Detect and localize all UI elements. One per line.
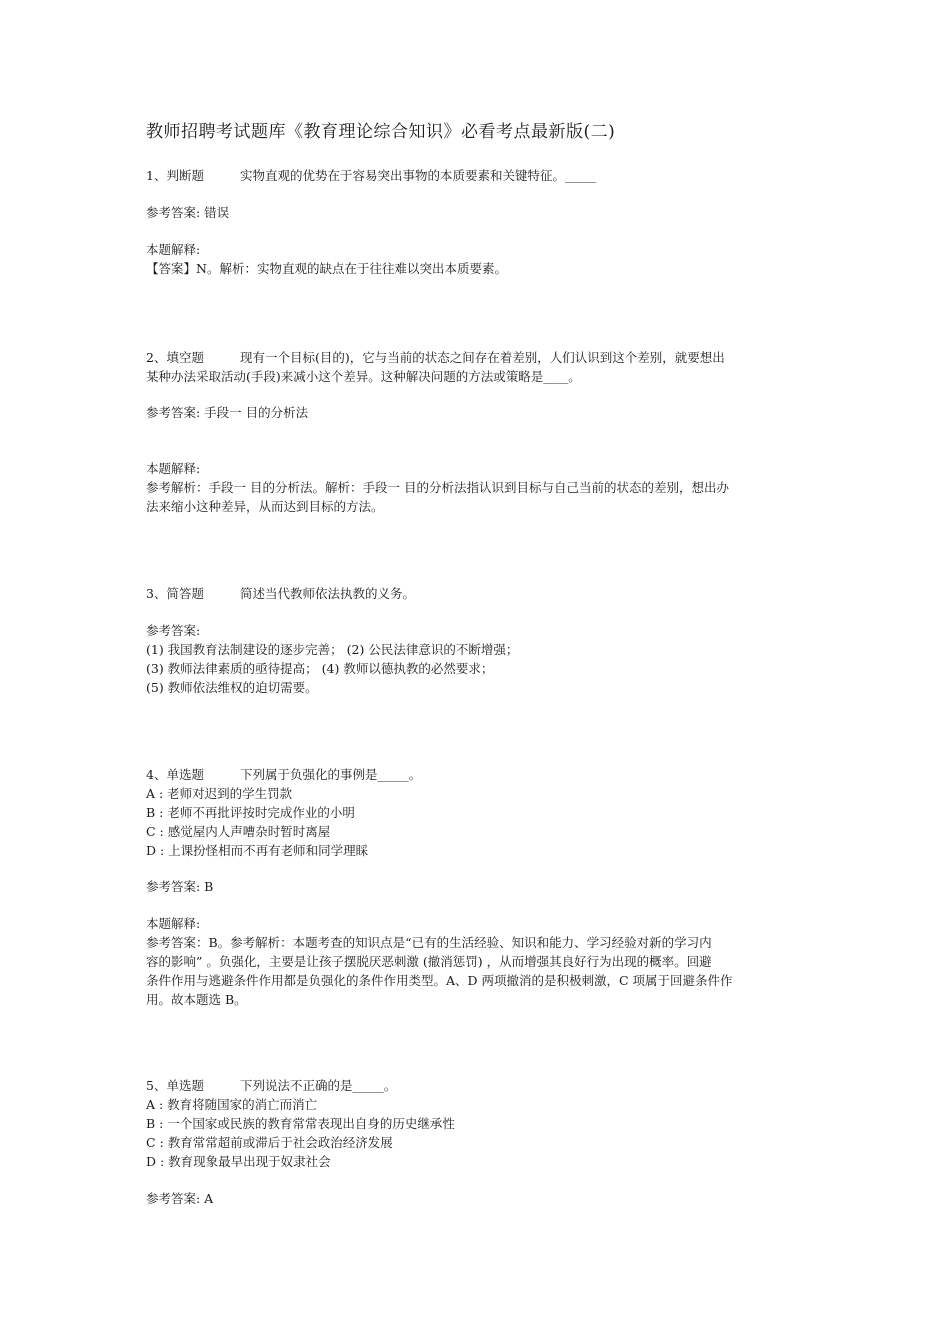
question-5-type: 5、单选题 [146, 1078, 204, 1093]
question-2-answer: 参考答案: 手段一 目的分析法 [146, 405, 309, 420]
question-5-option-b: B : 一个国家或民族的教育常常表现出自身的历史继承性 [146, 1116, 455, 1131]
question-5-option-c: C : 教育常常超前或滞后于社会政治经济发展 [146, 1135, 393, 1150]
question-1-type: 1、判断题 [146, 168, 204, 183]
question-2 [146, 350, 725, 366]
question-3-stem: 简述当代教师依法执教的义务。 [240, 586, 416, 601]
question-4-explanation-line-3: 条件作用与逃避条件作用都是负强化的条件作用类型。A、D 两项撤消的是积极刺激，C 项属于回避条件作 [146, 973, 733, 988]
question-3-answer-line-2: (3) 教师法律素质的亟待提高； (4) 教师以德执教的必然要求； [146, 661, 494, 676]
question-4-answer: 参考答案: B [146, 879, 214, 894]
question-4-explain-label: 本题解释: [146, 916, 201, 931]
question-4-type: 4、单选题 [146, 767, 204, 782]
question-4-option-c: C : 感觉屋内人声嘈杂时暂时离屋 [146, 824, 331, 839]
question-1-explanation: 【答案】N。解析：实物直观的缺点在于往往难以突出本质要素。 [146, 261, 507, 276]
question-5-option-d: D : 教育现象最早出现于奴隶社会 [146, 1154, 331, 1169]
question-5-stem: 下列说法不正确的是_____。 [240, 1078, 397, 1093]
question-4-option-b: B : 老师不再批评按时完成作业的小明 [146, 805, 355, 820]
question-1 [146, 168, 596, 184]
question-3 [146, 586, 415, 602]
question-4 [146, 767, 421, 783]
question-5-answer: 参考答案: A [146, 1191, 214, 1206]
question-4-explanation-line-1: 参考答案：B。参考解析：本题考查的知识点是“已有的生活经验、知识和能力、学习经验对新的学习内 [146, 935, 712, 950]
question-1-explain-label: 本题解释: [146, 242, 201, 257]
question-4-option-a: A : 老师对迟到的学生罚款 [146, 786, 293, 801]
question-2-explanation-line-2: 法来缩小这种差异，从而达到目标的方法。 [146, 499, 384, 514]
question-2-explain-label: 本题解释: [146, 461, 201, 476]
question-2-stem-line-2: 某种办法采取活动(手段)来减小这个差异。这种解决问题的方法或策略是____。 [146, 369, 581, 384]
question-1-stem: 实物直观的优势在于容易突出事物的本质要素和关键特征。_____ [240, 168, 597, 183]
question-4-stem: 下列属于负强化的事例是_____。 [240, 767, 422, 782]
question-3-type: 3、简答题 [146, 586, 204, 601]
question-3-answer-line-3: (5) 教师依法维权的迫切需要。 [146, 680, 318, 695]
document-title: 教师招聘考试题库《教育理论综合知识》必看考点最新版(二) [146, 122, 616, 142]
question-3-answer-line-1: (1) 我国教育法制建设的逐步完善； (2) 公民法律意识的不断增强； [146, 642, 519, 657]
question-5-option-a: A : 教育将随国家的消亡而消亡 [146, 1097, 318, 1112]
question-2-explanation-line-1: 参考解析：手段一 目的分析法。解析：手段一 目的分析法指认识到目标与自己当前的状态的差别，想出办 [146, 480, 729, 495]
question-4-explanation-line-2: 容的影响” 。负强化，主要是让孩子摆脱厌恶刺激 (撤消惩罚) ，从而增强其良好行为出现的概率。回避 [146, 954, 712, 969]
question-1-answer: 参考答案: 错误 [146, 205, 230, 220]
question-4-option-d: D : 上课扮怪相而不再有老师和同学理睬 [146, 843, 369, 858]
question-2-type: 2、填空题 [146, 350, 204, 365]
question-4-explanation-line-4: 用。故本题选 B。 [146, 992, 247, 1007]
question-5 [146, 1078, 396, 1094]
question-2-stem-line-1: 现有一个目标(目的)，它与当前的状态之间存在着差别，人们认识到这个差别，就要想出 [240, 350, 725, 365]
question-3-answer-label: 参考答案: [146, 623, 201, 638]
